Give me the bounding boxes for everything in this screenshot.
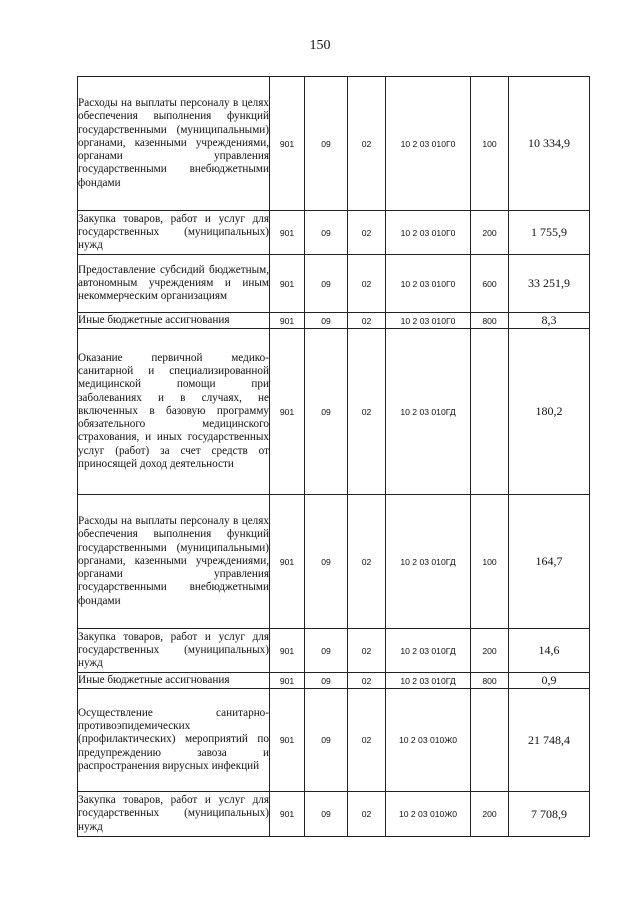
ministry-code: 901: [270, 629, 305, 673]
ministry-code: 901: [270, 792, 305, 837]
table-row: [78, 255, 590, 313]
budget-table-body: [78, 77, 590, 837]
subsection-code: 02: [348, 77, 386, 211]
amount: 10 334,9: [509, 77, 590, 211]
row-description: Иные бюджетные ассигнования: [78, 673, 270, 689]
target-code: 10 2 03 010Ж0: [386, 792, 471, 837]
amount: 14,6: [509, 629, 590, 673]
row-description: Закупка товаров, работ и услуг для государственных (муниципальных) нужд: [78, 211, 270, 255]
table-row: [78, 329, 590, 495]
ministry-code: 901: [270, 689, 305, 792]
section-code: 09: [305, 255, 348, 313]
amount: 1 755,9: [509, 211, 590, 255]
section-code: 09: [305, 329, 348, 495]
ministry-code: 901: [270, 77, 305, 211]
subsection-code: 02: [348, 313, 386, 329]
amount: 33 251,9: [509, 255, 590, 313]
target-code: 10 2 03 010Г0: [386, 211, 471, 255]
target-code: 10 2 03 010ГД: [386, 629, 471, 673]
table-row: [78, 792, 590, 837]
page-number: 150: [309, 38, 331, 53]
section-code: 09: [305, 792, 348, 837]
table-row: [78, 211, 590, 255]
target-code: 10 2 03 010Г0: [386, 313, 471, 329]
subsection-code: 02: [348, 673, 386, 689]
subsection-code: 02: [348, 255, 386, 313]
subsection-code: 02: [348, 211, 386, 255]
ministry-code: 901: [270, 211, 305, 255]
expense-type-code: 800: [471, 313, 509, 329]
row-description: Иные бюджетные ассигнования: [78, 313, 270, 329]
expense-type-code: 800: [471, 673, 509, 689]
expense-type-code: 200: [471, 211, 509, 255]
amount: 21 748,4: [509, 689, 590, 792]
table-row: [78, 673, 590, 689]
amount: 164,7: [509, 495, 590, 629]
subsection-code: 02: [348, 329, 386, 495]
row-description: Предоставление субсидий бюджетным, автономным учреждениям и иным некоммерческим организациям: [78, 255, 270, 313]
target-code: 10 2 03 010ГД: [386, 329, 471, 495]
target-code: 10 2 03 010Г0: [386, 77, 471, 211]
amount: 8,3: [509, 313, 590, 329]
section-code: 09: [305, 77, 348, 211]
section-code: 09: [305, 211, 348, 255]
row-description: Оказание первичной медико-санитарной и специализированной медицинской помощи при заболеваниях и в случаях, не включенных в базовую программу обязательного медицинского страхования, и иных государственных услуг (работ) за счет средств от приносящей доход деятельности: [78, 329, 270, 495]
ministry-code: 901: [270, 255, 305, 313]
table-row: [78, 313, 590, 329]
section-code: 09: [305, 495, 348, 629]
subsection-code: 02: [348, 689, 386, 792]
expense-type-code: 200: [471, 629, 509, 673]
amount: 0,9: [509, 673, 590, 689]
subsection-code: 02: [348, 792, 386, 837]
target-code: 10 2 03 010ГД: [386, 495, 471, 629]
section-code: 09: [305, 689, 348, 792]
expense-type-code: [471, 329, 509, 495]
ministry-code: 901: [270, 495, 305, 629]
row-description: Расходы на выплаты персоналу в целях обеспечения выполнения функций государственными (муниципальными) органами, казенными учреждениями, органами управления государственными внебюджетными фондами: [78, 495, 270, 629]
subsection-code: 02: [348, 495, 386, 629]
budget-table: [77, 76, 590, 837]
target-code: 10 2 03 010Г0: [386, 255, 471, 313]
table-row: [78, 495, 590, 629]
ministry-code: 901: [270, 313, 305, 329]
row-description: Расходы на выплаты персоналу в целях обеспечения выполнения функций государственными (муниципальными) органами, казенными учреждениями, органами управления государственными внебюджетными фондами: [78, 77, 270, 211]
amount: 7 708,9: [509, 792, 590, 837]
section-code: 09: [305, 313, 348, 329]
row-description: Закупка товаров, работ и услуг для государственных (муниципальных) нужд: [78, 629, 270, 673]
ministry-code: 901: [270, 329, 305, 495]
target-code: 10 2 03 010ГД: [386, 673, 471, 689]
table-row: [78, 629, 590, 673]
row-description: Осуществление санитарно-противоэпидемических (профилактических) мероприятий по предупреждению завоза и распространения вирусных инфекций: [78, 689, 270, 792]
section-code: 09: [305, 629, 348, 673]
expense-type-code: 200: [471, 792, 509, 837]
subsection-code: 02: [348, 629, 386, 673]
ministry-code: 901: [270, 673, 305, 689]
expense-type-code: 600: [471, 255, 509, 313]
row-description: Закупка товаров, работ и услуг для государственных (муниципальных) нужд: [78, 792, 270, 837]
table-row: [78, 689, 590, 792]
expense-type-code: 100: [471, 495, 509, 629]
expense-type-code: 100: [471, 77, 509, 211]
target-code: 10 2 03 010Ж0: [386, 689, 471, 792]
table-row: [78, 77, 590, 211]
expense-type-code: [471, 689, 509, 792]
amount: 180,2: [509, 329, 590, 495]
section-code: 09: [305, 673, 348, 689]
